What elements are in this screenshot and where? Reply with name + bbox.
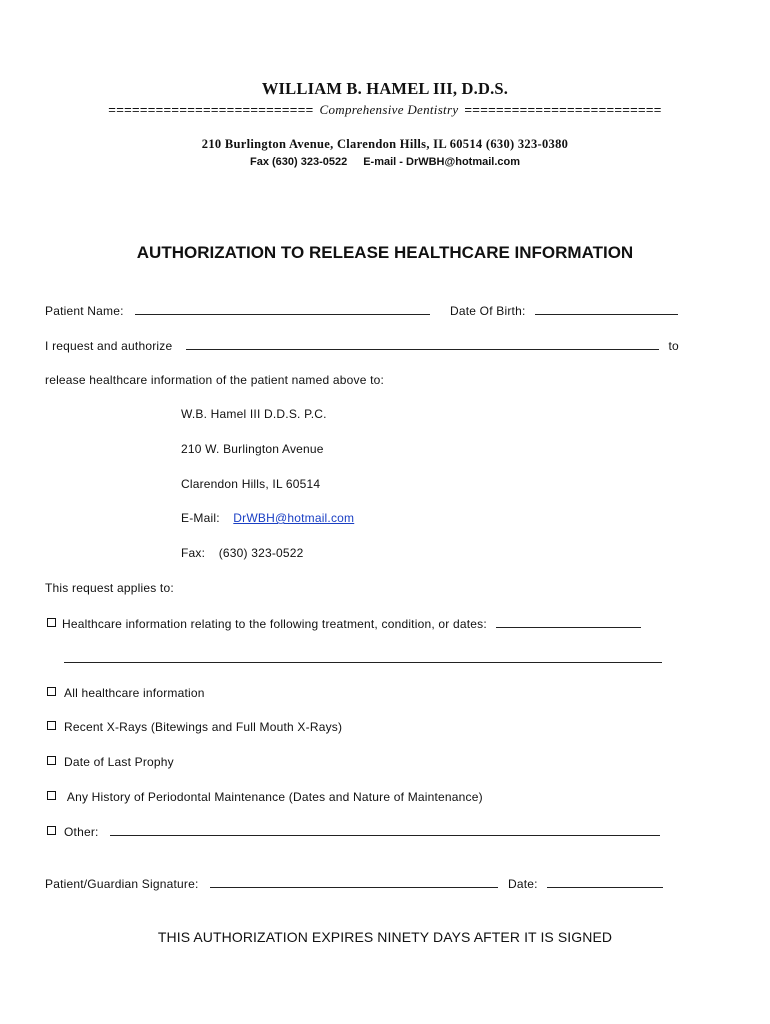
option-treatment-field[interactable] [496,616,641,628]
letterhead-contact [0,156,770,168]
option-other-label: Other: [64,825,99,839]
option-treatment-checkbox[interactable] [47,618,56,627]
tagline: Comprehensive Dentistry [319,102,459,117]
recipient-city: Clarendon Hills, IL 60514 [181,477,321,491]
option-all-row [47,686,205,700]
date-label: Date: [508,877,538,891]
dob-label: Date Of Birth: [450,304,526,318]
date-row [508,876,663,891]
date-field[interactable] [547,876,663,888]
applies-label: This request applies to: [45,581,174,595]
authorize-field[interactable] [186,338,659,350]
rule-right: ========================= [464,102,662,117]
release-text: release healthcare information of the patient named above to: [45,373,385,387]
letterhead-name: WILLIAM B. HAMEL III, D.D.S. [261,79,509,98]
option-treatment-continuation [64,651,662,666]
letterhead-tagline-row [0,102,770,118]
option-other-field[interactable] [110,824,660,836]
dob-field[interactable] [535,303,678,315]
signature-row [45,876,498,891]
authorize-label: I request and authorize [45,339,173,353]
recipient-fax-row [181,546,304,560]
authorize-suffix: to [668,339,679,353]
rule-left: ========================== [108,102,314,117]
recipient-fax-label: Fax: [181,546,206,560]
patient-name-row [45,303,430,318]
authorize-row [45,338,679,353]
option-perio-checkbox[interactable] [47,791,56,800]
option-treatment-row [47,616,641,631]
option-treatment-label: Healthcare information relating to the following treatment, condition, or dates: [62,617,487,631]
option-all-checkbox[interactable] [47,687,56,696]
letterhead-address: 210 Burlington Avenue, Clarendon Hills, IL 60514 (630) 323-0380 [201,137,569,151]
signature-label: Patient/Guardian Signature: [45,877,199,891]
option-prophy-row [47,755,174,769]
dob-row [450,303,678,318]
option-treatment-field-2[interactable] [64,651,662,663]
patient-name-label: Patient Name: [45,304,124,318]
option-xrays-label: Recent X-Rays (Bitewings and Full Mouth X-Rays) [64,720,343,734]
recipient-name: W.B. Hamel III D.D.S. P.C. [181,407,327,421]
expiry-notice: THIS AUTHORIZATION EXPIRES NINETY DAYS AFTER IT IS SIGNED [157,929,613,945]
signature-field[interactable] [210,876,498,888]
option-perio-row [47,790,483,804]
option-all-label: All healthcare information [64,686,205,700]
recipient-street: 210 W. Burlington Avenue [181,442,324,456]
option-other-checkbox[interactable] [47,826,56,835]
option-xrays-checkbox[interactable] [47,721,56,730]
option-prophy-checkbox[interactable] [47,756,56,765]
letterhead-fax: Fax (630) 323-0522 [249,156,348,168]
option-other-row [47,824,660,839]
recipient-email-row [181,511,354,525]
patient-name-field[interactable] [135,303,430,315]
option-prophy-label: Date of Last Prophy [64,755,174,769]
recipient-email-link[interactable]: DrWBH@hotmail.com [233,511,355,525]
option-xrays-row [47,720,342,734]
recipient-fax-value: (630) 323-0522 [218,546,304,560]
form-title: AUTHORIZATION TO RELEASE HEALTHCARE INFORMATION [136,243,634,262]
recipient-email-label: E-Mail: [181,511,220,525]
option-perio-label: Any History of Periodontal Maintenance (Dates and Nature of Maintenance) [64,790,483,804]
letterhead-email: E-mail - DrWBH@hotmail.com [363,156,521,168]
